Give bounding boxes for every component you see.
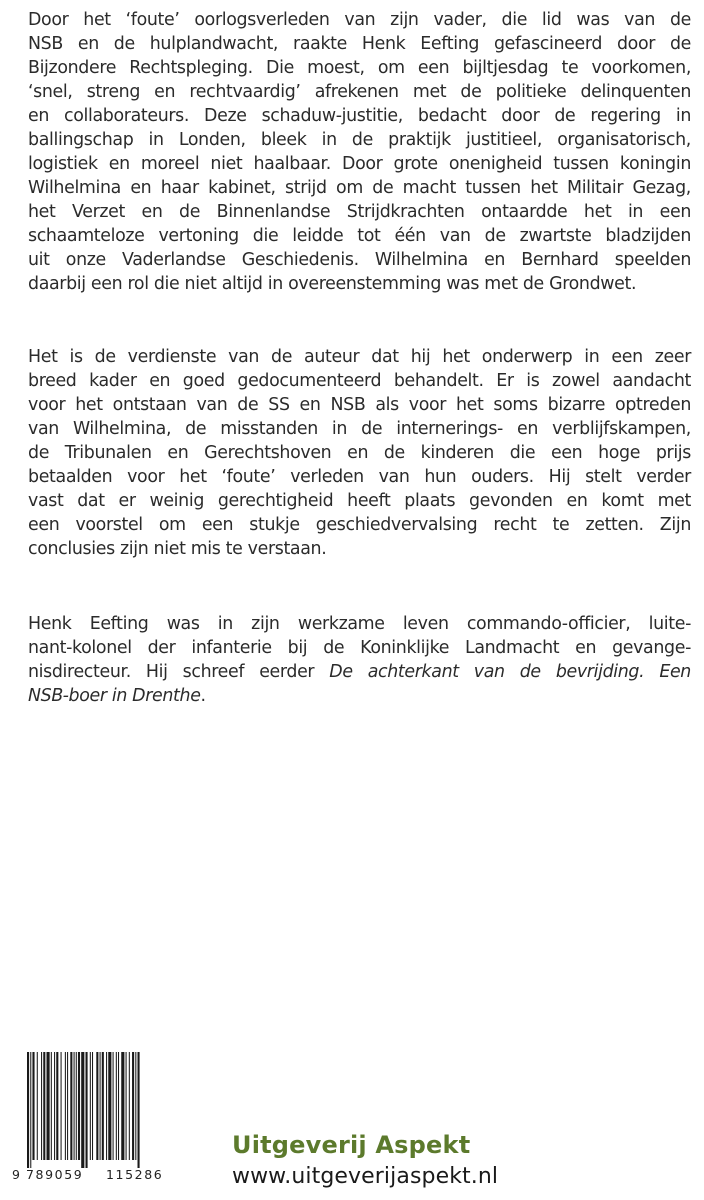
barcode-bar [116, 1052, 117, 1160]
bio-line: nant-kolonel der infanterie bij de Koninklijke Landmacht en gevange- [28, 638, 691, 658]
bio-period: . [200, 686, 206, 706]
barcode-bar [51, 1052, 52, 1160]
barcode-bar [70, 1052, 72, 1160]
paragraph-line: ‘snel, streng en rechtvaardig’ afrekenen met de politieke delinquenten [28, 82, 691, 102]
barcode-bar [74, 1052, 75, 1160]
paragraph-line: schaamteloze vertoning die leidde tot één van de zwartste bladzijden [28, 226, 691, 246]
paragraph-line: voor het ontstaan van de SS en NSB als voor het soms bizarre optreden [28, 395, 691, 415]
barcode-bar [65, 1052, 66, 1160]
paragraph-line: Door het ‘foute’ oorlogsverleden van zijn vader, die lid was van de [28, 10, 691, 30]
isbn-left-group: 789059 [26, 1167, 84, 1182]
barcode-bar [106, 1052, 107, 1160]
paragraph-line: breed kader en goed gedocumenteerd behandelt. Er is zowel aandacht [28, 371, 691, 391]
barcode-bar [132, 1052, 134, 1160]
paragraph-line: van Wilhelmina, de misstanden in de internerings- en verblijfskampen, [28, 419, 691, 439]
barcode-bar [27, 1052, 29, 1168]
barcode-bar [138, 1052, 140, 1168]
isbn-first-digit: 9 [12, 1167, 21, 1182]
author-bio-paragraph [28, 612, 691, 708]
paragraph-line: NSB en de hulplandwacht, raakte Henk Eefting gefascineerd door de [28, 34, 691, 54]
paragraph-line: logistiek en moreel niet haalbaar. Door grote onenigheid tussen koningin [28, 154, 691, 174]
back-cover-paragraph-1 [28, 8, 691, 296]
bio-line [28, 660, 691, 684]
barcode-bar [54, 1052, 55, 1160]
barcode-bar [76, 1052, 77, 1160]
paragraph-line: conclusies zijn niet mis te verstaan. [28, 539, 327, 559]
barcode-bar [108, 1052, 111, 1160]
barcode-bar [78, 1052, 80, 1160]
barcode-bar [61, 1052, 62, 1160]
barcode-bar [126, 1052, 127, 1160]
barcode-bar [32, 1052, 34, 1160]
paragraph-line: en collaborateurs. Deze schaduw-justitie, bedacht door de regering in [28, 106, 691, 126]
barcode-bar [129, 1052, 130, 1160]
barcode-bar [118, 1052, 119, 1160]
barcode-bar [41, 1052, 42, 1160]
paragraph-line: het Verzet en de Binnenlandse Strijdkrachten ontaardde het in een [28, 202, 691, 222]
bio-text: nisdirecteur. Hij schreef eerder [28, 662, 330, 682]
publisher-name: Uitgeverij Aspekt [232, 1131, 471, 1159]
barcode-bar [67, 1052, 68, 1160]
bio-line: Henk Eefting was in zijn werkzame leven commando-officier, luite- [28, 614, 691, 634]
barcode-bar [86, 1052, 88, 1168]
barcode-bar [121, 1052, 124, 1160]
previous-book-title: De achterkant van de bevrijding. Een [329, 662, 691, 682]
isbn-right-group: 115286 [106, 1167, 164, 1182]
barcode-bar [37, 1052, 38, 1160]
paragraph-line: vast dat er weinig gerechtigheid heeft plaats gevonden en komt met [28, 491, 691, 511]
barcode-bar [100, 1052, 101, 1160]
paragraph-line: uit onze Vaderlandse Geschiedenis. Wilhelmina en Bernhard speelden [28, 250, 691, 270]
isbn-digits [12, 1167, 194, 1182]
paragraph-line: Bijzondere Rechtspleging. Die moest, om een bijltjesdag te voorkomen, [28, 58, 691, 78]
bio-line [28, 684, 691, 708]
barcode-bars [26, 1052, 192, 1168]
barcode-bar [92, 1052, 93, 1160]
paragraph-line: een voorstel om een stukje geschiedvervalsing recht te zetten. Zijn [28, 515, 691, 535]
barcode-bar [113, 1052, 114, 1160]
paragraph-line: ballingschap in Londen, bleek in de praktijk justitieel, organisatorisch, [28, 130, 691, 150]
barcode-bar [135, 1052, 136, 1160]
back-cover-paragraph-2 [28, 345, 691, 561]
barcode-bar [30, 1052, 31, 1168]
barcode-bar [90, 1052, 91, 1160]
barcode-bar [43, 1052, 45, 1160]
barcode-bar [56, 1052, 58, 1160]
isbn-barcode [12, 1052, 194, 1198]
paragraph-line: Het is de verdienste van de auteur dat hij het onderwerp in een zeer [28, 347, 691, 367]
paragraph-line: betaalden voor het ‘foute’ verleden van hun ouders. Hij stelt verder [28, 467, 691, 487]
previous-book-title-end: NSB-boer in Drenthe [28, 686, 201, 706]
barcode-bar [102, 1052, 104, 1160]
barcode-bar [81, 1052, 84, 1168]
paragraph-line: daarbij een rol die niet altijd in overeenstemming was met de Grondwet. [28, 274, 637, 294]
barcode-bar [96, 1052, 98, 1160]
paragraph-line: Wilhelmina en haar kabinet, strijd om de macht tussen het Militair Gezag, [28, 178, 691, 198]
paragraph-line: de Tribunalen en Gerechtshoven en de kinderen die een hoge prijs [28, 443, 691, 463]
publisher-url: www.uitgeverijaspekt.nl [232, 1164, 499, 1189]
barcode-bar [47, 1052, 50, 1160]
